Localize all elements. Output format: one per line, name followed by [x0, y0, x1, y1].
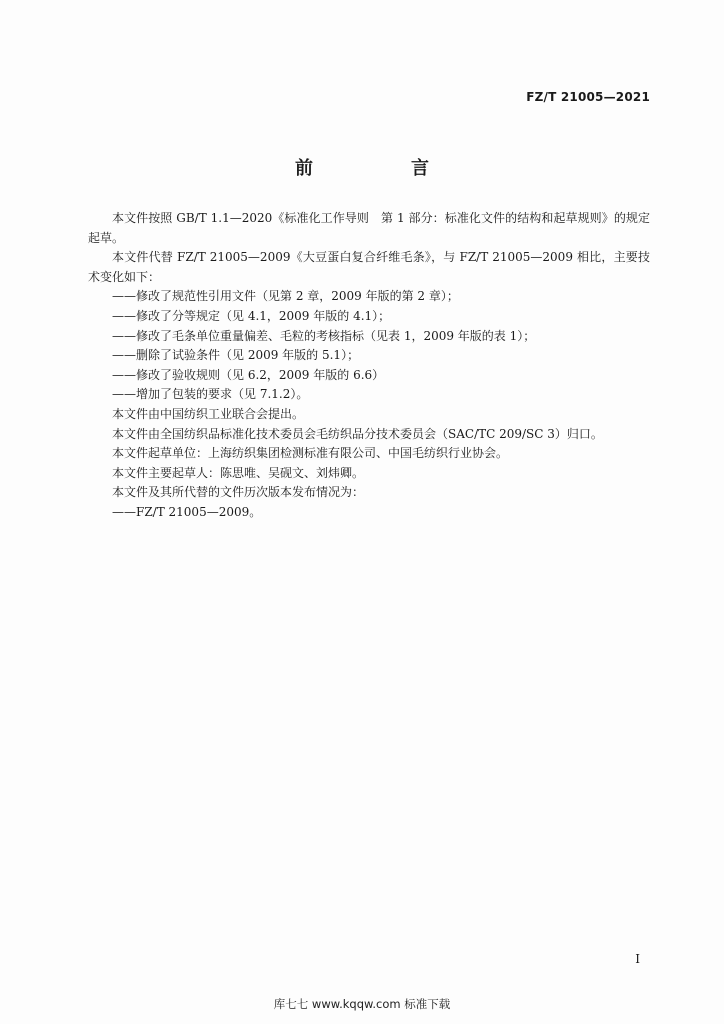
change-item: ——修改了验收规则（见 6.2，2009 年版的 6.6）: [112, 367, 385, 382]
standard-code: FZ/T 21005—2021: [526, 90, 650, 104]
change-item: ——修改了规范性引用文件（见第 2 章，2009 年版的第 2 章）；: [112, 289, 459, 304]
page-number: I: [635, 952, 640, 966]
change-item: ——增加了包装的要求（见 7.1.2）。: [112, 387, 309, 402]
paragraph-drafting-units: 本文件起草单位：上海纺织集团检测标准有限公司、中国毛纺织行业协会。: [112, 446, 509, 461]
foreword-body: [88, 209, 650, 523]
paragraph-proposer: 本文件由中国纺织工业联合会提出。: [112, 406, 305, 421]
change-item: ——修改了分等规定（见 4.1，2009 年版的 4.1）；: [112, 308, 391, 323]
paragraph-committee: 本文件由全国纺织品标准化技术委员会毛纺织品分技术委员会（SAC/TC 209/SC 3）归口。: [112, 426, 603, 441]
paragraph-drafting-rules: 本文件按照 GB/T 1.1—2020《标准化工作导则 第 1 部分：标准化文件的结构和起草规则》的规定起草。: [88, 211, 650, 245]
paragraph-history-intro: 本文件及其所代替的文件历次版本发布情况为：: [112, 485, 365, 500]
history-item: ——FZ/T 21005—2009。: [112, 504, 262, 519]
page-title: 前 言: [295, 158, 469, 179]
paragraph-drafters: 本文件主要起草人：陈思唯、吴砚文、刘炜卿。: [112, 465, 365, 480]
paragraph-replacement: 本文件代替 FZ/T 21005—2009《大豆蛋白复合纤维毛条》，与 FZ/T 21005—2009 相比，主要技术变化如下：: [88, 250, 650, 284]
change-item: ——删除了试验条件（见 2009 年版的 5.1）；: [112, 348, 360, 363]
footer-watermark: 库七七 www.kqqw.com 标准下载: [273, 997, 451, 1011]
change-item: ——修改了毛条单位重量偏差、毛粒的考核指标（见表 1，2009 年版的表 1）；: [112, 328, 536, 343]
